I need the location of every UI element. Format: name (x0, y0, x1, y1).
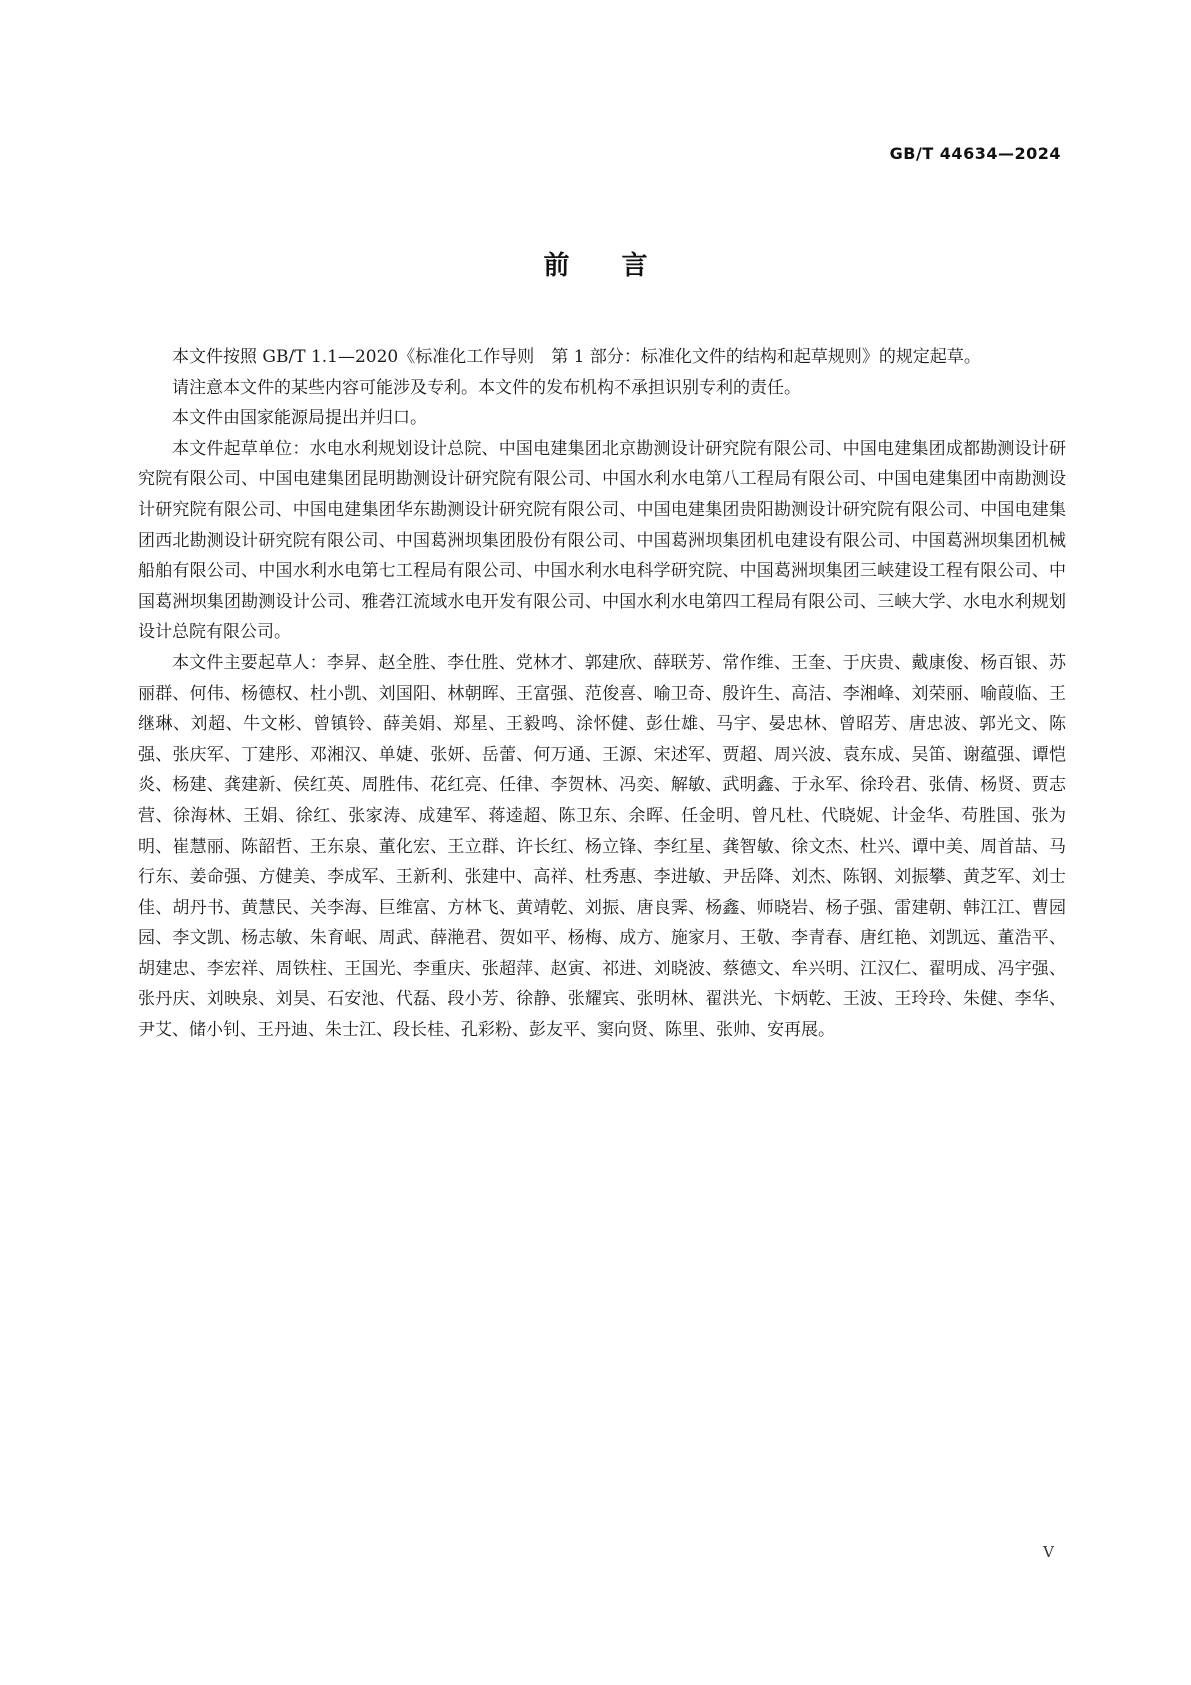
paragraph-drafting-units: 本文件起草单位：水电水利规划设计总院、中国电建集团北京勘测设计研究院有限公司、中国电建集团成都勘测设计研究院有限公司、中国电建集团昆明勘测设计研究院有限公司、中国水利水电第八工程局有限公司、中国电建集团中南勘测设计研究院有限公司、中国电建集团华东勘测设计研究院有限公司、中国电建集团贵阳勘测设计研究院有限公司、中国电建集团西北勘测设计研究院有限公司、中国葛洲坝集团股份有限公司、中国葛洲坝集团机电建设有限公司、中国葛洲坝集团机械船舶有限公司、中国水利水电第七工程局有限公司、中国水利水电科学研究院、中国葛洲坝集团三峡建设工程有限公司、中国葛洲坝集团勘测设计公司、雅砻江流域水电开发有限公司、中国水利水电第四工程局有限公司、三峡大学、水电水利规划设计总院有限公司。 (138, 438, 1066, 643)
foreword-body (138, 342, 1066, 1046)
standard-code: GB/T 44634—2024 (889, 144, 1061, 163)
paragraph-proposer: 本文件由国家能源局提出并归口。 (172, 408, 427, 429)
page-number: V (1043, 1543, 1054, 1561)
paragraph-drafting-rules: 本文件按照 GB/T 1.1—2020《标准化工作导则 第 1 部分：标准化文件的结构和起草规则》的规定起草。 (172, 347, 981, 367)
page-title (0, 245, 1191, 282)
paragraph-drafters: 本文件主要起草人：李昇、赵全胜、李仕胜、党林才、郭建欣、薛联芳、常作维、王奎、于庆贵、戴康俊、杨百银、苏丽群、何伟、杨德权、杜小凯、刘国阳、林朝晖、王富强、范俊喜、喻卫奇、殷许生、高洁、李湘峰、刘荣丽、喻葭临、王继琳、刘超、牛文彬、曾镇铃、薛美娟、郑星、王毅鸣、涂怀健、彭仕雄、马宇、晏忠林、曾昭芳、唐忠波、郭光文、陈强、张庆军、丁建彤、邓湘汉、单婕、张妍、岳蕾、何万通、王源、宋述军、贾超、周兴波、袁东成、吴笛、谢蕴强、谭恺炎、杨建、龚建新、侯红英、周胜伟、花红亮、任律、李贺林、冯奕、解敏、武明鑫、于永军、徐玲君、张倩、杨贤、贾志营、徐海林、王娟、徐红、张家涛、成建军、蒋逵超、陈卫东、余晖、任金明、曾凡杜、代晓妮、计金华、苟胜国、张为明、崔慧丽、陈韶哲、王东泉、董化宏、王立群、许长红、杨立锋、李红星、龚智敏、徐文杰、杜兴、谭中美、周首喆、马行东、姜命强、方健美、李成军、王新利、张建中、高祥、杜秀惠、李进敏、尹岳降、刘杰、陈钢、刘振攀、黄芝军、刘士佳、胡丹书、黄慧民、关李海、巨维富、方林飞、黄靖乾、刘振、唐良霁、杨鑫、师晓岩、杨子强、雷建朝、韩江江、曹园园、李文凯、杨志敏、朱育岷、周武、薛滟君、贺如平、杨梅、成方、施家月、王敬、李青春、唐红艳、刘凯远、董浩平、胡建忠、李宏祥、周铁柱、王国光、李重庆、张超萍、赵寅、祁进、刘晓波、蔡德文、牟兴明、江汉仁、翟明成、冯宇强、张丹庆、刘映泉、刘昊、石安池、代磊、段小芳、徐静、张耀宾、张明林、翟洪光、卞炳乾、王波、王玲玲、朱健、李华、尹艾、储小钊、王丹迪、朱士江、段长桂、孔彩粉、彭友平、窦向贤、陈里、张帅、安再展。 (138, 652, 1066, 1041)
title-char-2: 言 (621, 251, 648, 281)
title-char-1: 前 (543, 251, 570, 281)
paragraph-patent-notice: 请注意本文件的某些内容可能涉及专利。本文件的发布机构不承担识别专利的责任。 (172, 377, 801, 398)
